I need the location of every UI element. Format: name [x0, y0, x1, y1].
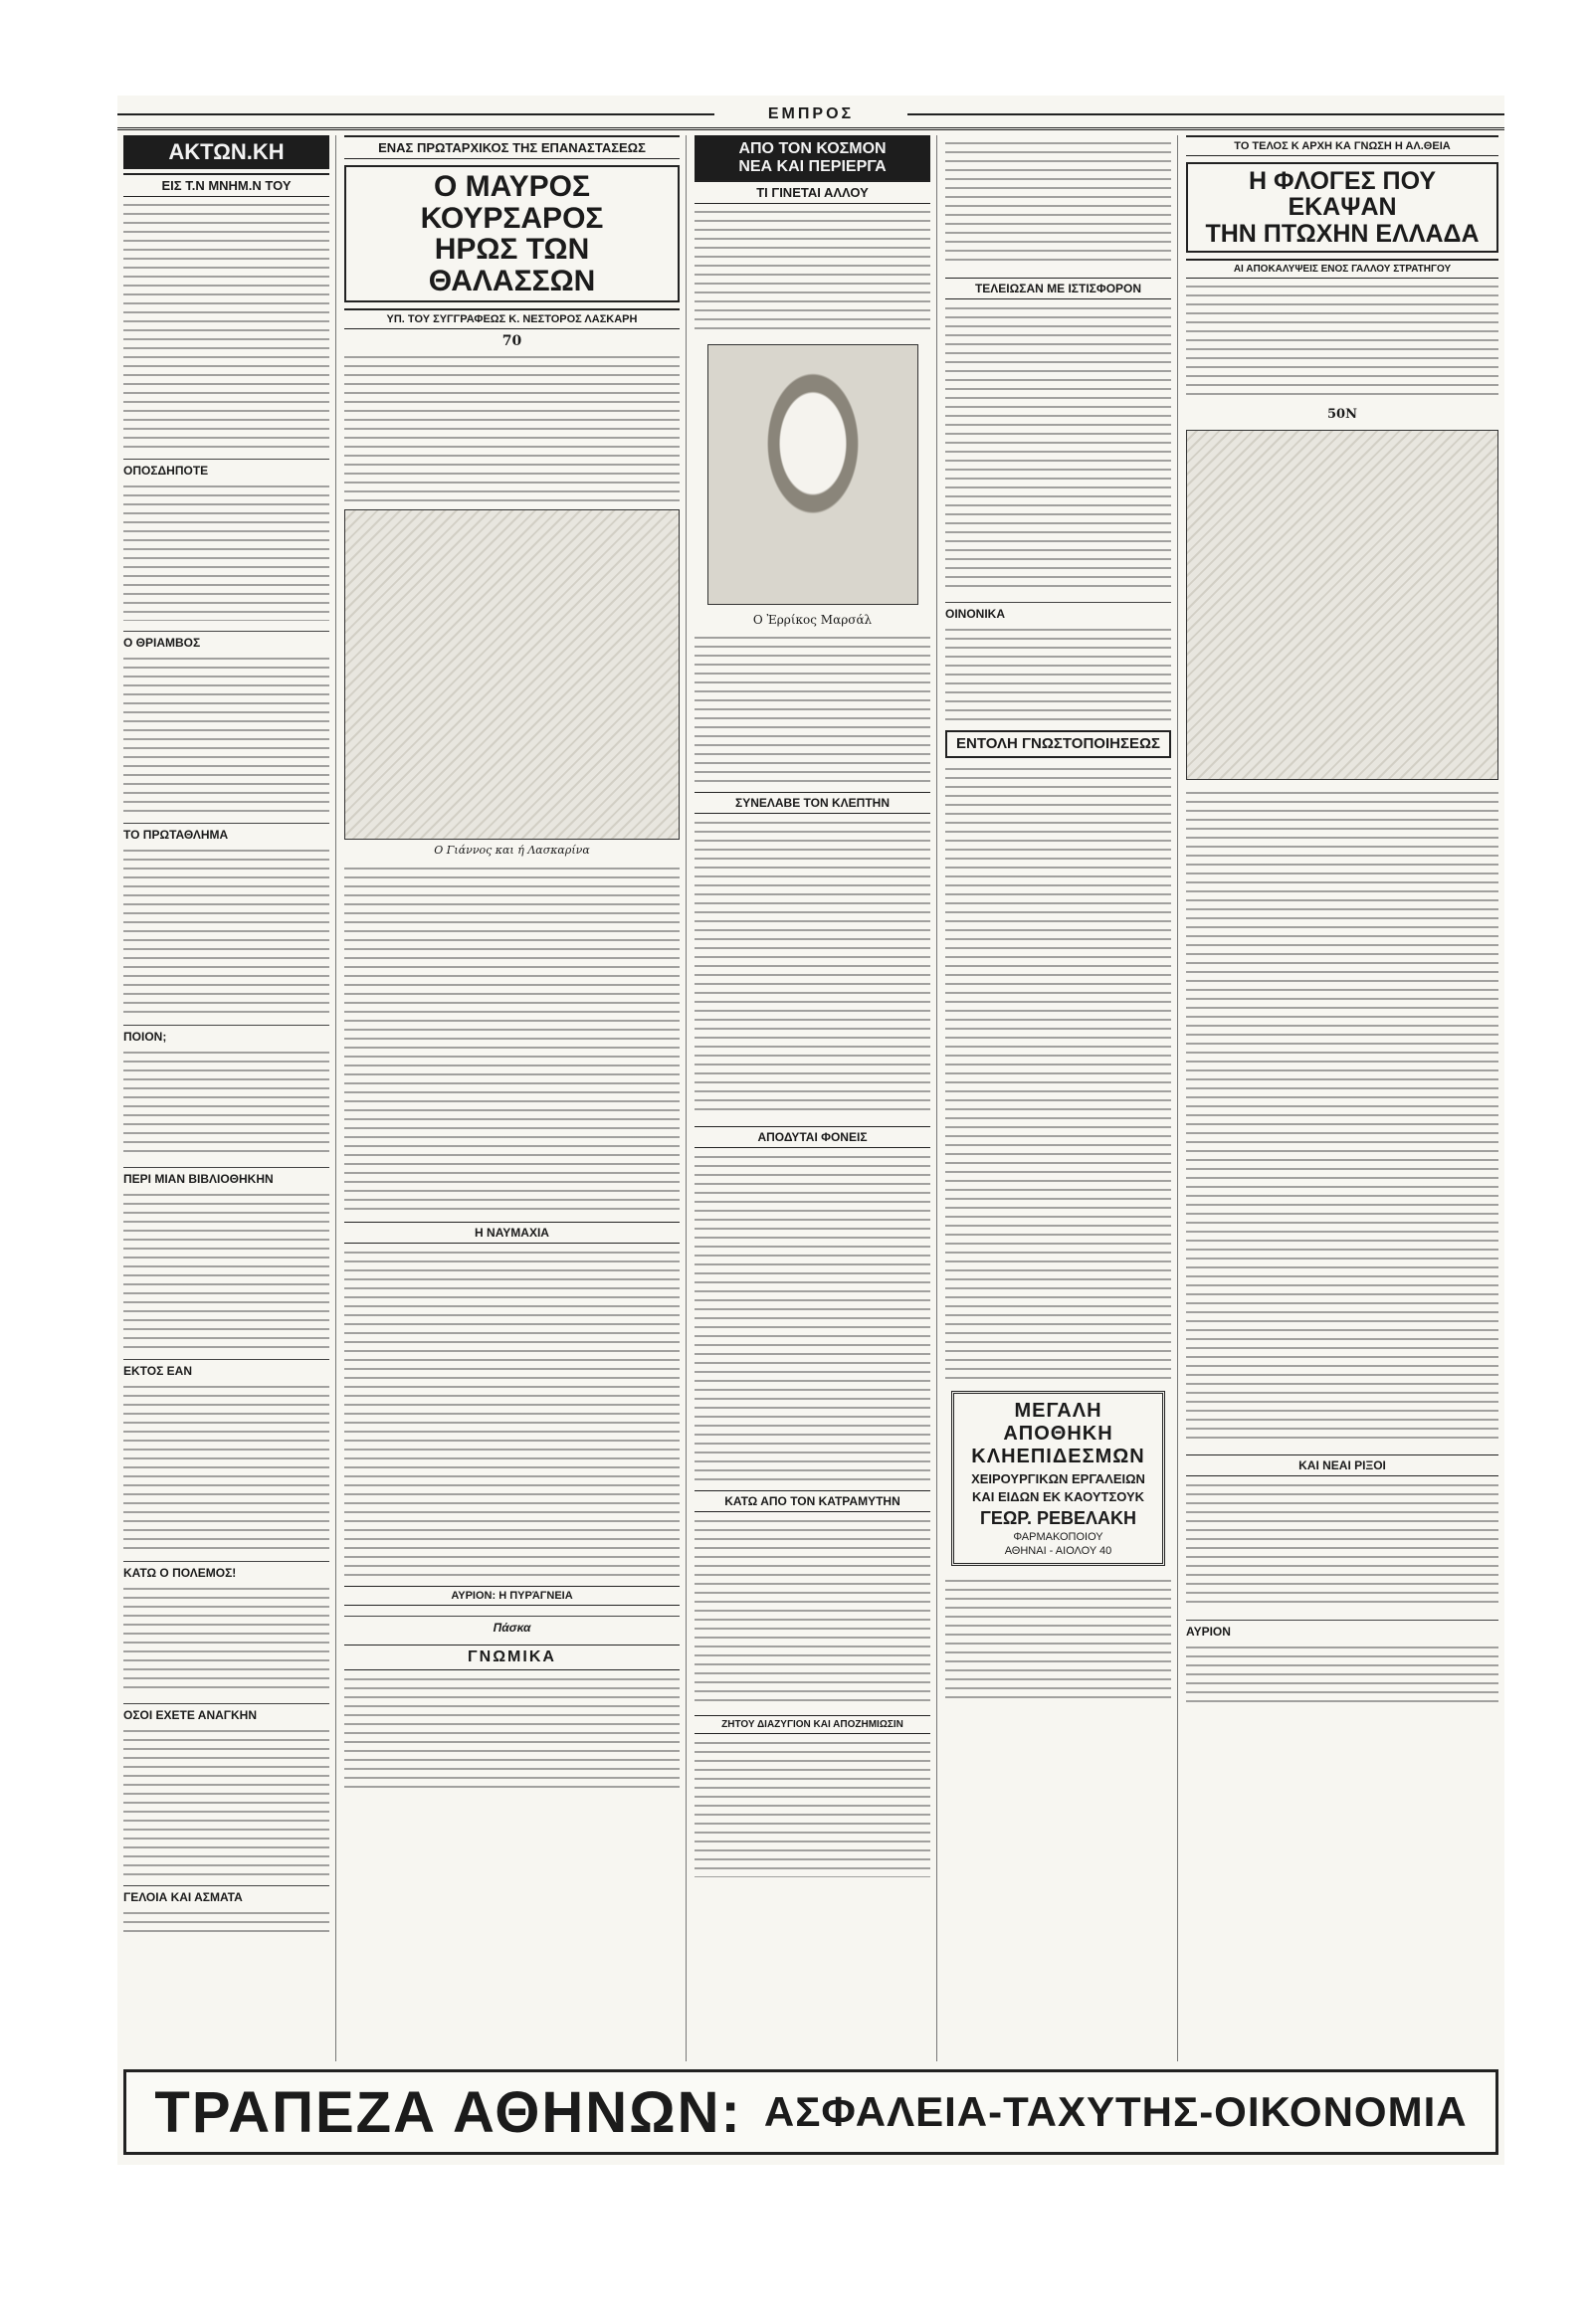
- column-2-body: [344, 352, 680, 501]
- column-2-body: [344, 1674, 680, 1794]
- column-3-section: ΚΑΤΩ ΑΠΟ ΤΟΝ ΚΑΤΡΑΜΥΤΗΝ: [695, 1490, 930, 1512]
- column-1-body: [123, 482, 329, 621]
- bank-advertisement: [123, 2069, 1498, 2155]
- column-4-kicker: ΤΕΛΕΙΩΣΑΝ ΜΕ ΙΣΤΙΣΦΟΡΟΝ: [945, 278, 1171, 299]
- column-4: [939, 135, 1178, 2061]
- column-1-section: ΓΕΛΟΙΑ ΚΑΙ ΑΣΜΑΤΑ: [123, 1885, 329, 1904]
- column-5-byline: ΑΙ ΑΠΟΚΑΛΥΨΕΙΣ ΕΝΟΣ ΓΑΛΛΟΥ ΣΤΡΑΤΗΓΟΥ: [1186, 259, 1498, 279]
- column-1-kicker: ΕΙΣ Τ.Ν ΜΝΗΜ.Ν ΤΟΥ: [123, 173, 329, 197]
- column-1-body: [123, 200, 329, 449]
- column-5: [1180, 135, 1504, 2061]
- column-1-body: [123, 1908, 329, 1938]
- column-3-kicker: ΤΙ ΓΙΝΕΤΑΙ ΑΛΛΟΥ: [695, 180, 930, 204]
- column-4-body: [945, 764, 1171, 1381]
- column-3-section: ΑΠΟΔΥΤΑΙ ΦΟΝΕΙΣ: [695, 1126, 930, 1148]
- ad-line-5: ΦΑΡΜΑΚΟΠΟΙΟΥ: [1013, 1530, 1103, 1543]
- column-5-body: [1186, 282, 1498, 401]
- column-1-body: [123, 846, 329, 1015]
- bank-slogan: ΑΣΦΑΛΕΙΑ-ΤΑΧΥΤΗΣ-ΟΙΚΟΝΟΜΙΑ: [763, 2088, 1468, 2135]
- column-4-body: [945, 138, 1171, 268]
- column-5-title-line-2: ΤΗΝ ΠΤΩΧΗΝ ΕΛΛΑΔΑ: [1205, 219, 1480, 248]
- column-1-body: [123, 654, 329, 813]
- column-1-section: ΠΟΙΟΝ;: [123, 1025, 329, 1044]
- ad-address: ΑΘΗΝΑΙ - ΑΙΟΛΟΥ 40: [1004, 1544, 1112, 1557]
- column-1-section: ΚΑΤΩ Ο ΠΟΛΕΜΟΣ!: [123, 1561, 329, 1580]
- column-1-body: [123, 1190, 329, 1349]
- column-2-body: [344, 864, 680, 1212]
- column-1-body: [123, 1382, 329, 1551]
- column-5-title-line-1: Η ΦΛΟΓΕΣ ΠΟΥ ΕΚΑΨΑΝ: [1248, 167, 1437, 222]
- column-2-section: ΓΝΩΜΙΚΑ: [344, 1645, 680, 1670]
- column-1-section: Ο ΘΡΙΑΜΒΟΣ: [123, 631, 329, 650]
- column-4-body: [945, 303, 1171, 592]
- column-3-body: [695, 1516, 930, 1705]
- column-5-body: [1186, 1643, 1498, 1702]
- column-5-kicker: ΤΟ ΤΕΛΟΣ Κ ΑΡΧΗ ΚΑ ΓΝΩΣΗ Η ΑΛ.ΘΕΙΑ: [1186, 135, 1498, 156]
- ad-line-2: ΚΛΗΕΠΙΔΕΣΜΩΝ: [971, 1445, 1145, 1467]
- column-5-body: [1186, 788, 1498, 1445]
- column-5-section: ΑΥΡΙΟΝ: [1186, 1620, 1498, 1639]
- column-3-section: ΖΗΤΟΥ ΔΙΑΖΥΓΙΟΝ ΚΑΙ ΑΠΟΖΗΜΙΩΣΙΝ: [695, 1715, 930, 1734]
- column-5-issue-number: 50Ν: [1327, 406, 1357, 422]
- column-1-section: ΟΠΟΣΔΗΠΟΤΕ: [123, 459, 329, 478]
- newspaper-name: ΕΜΠΡΟΣ: [767, 105, 855, 122]
- column-1-body: [123, 1584, 329, 1693]
- column-1: [117, 135, 336, 2061]
- column-4-body: [945, 1576, 1171, 1705]
- newspaper-page: [117, 96, 1504, 2165]
- ad-line-4: ΚΑΙ ΕΙΔΩΝ ΕΚ ΚΑΟΥΤΣΟΥΚ: [971, 1488, 1145, 1504]
- illustration-car-scene: [1186, 430, 1498, 780]
- column-3-body: [695, 1152, 930, 1480]
- pharmacy-advertisement: [951, 1391, 1165, 1566]
- ad-line-1: ΜΕΓΑΛΗ ΑΠΟΘΗΚΗ: [1003, 1399, 1113, 1445]
- column-3-body: [695, 818, 930, 1116]
- masthead: [117, 105, 1504, 130]
- column-1-section: ΟΣΟΙ ΕΧΕΤΕ ΑΝΑΓΚΗΝ: [123, 1703, 329, 1722]
- column-4-body: [945, 625, 1171, 724]
- column-1-section: ΕΚΤΟΣ ΕΑΝ: [123, 1359, 329, 1378]
- column-2-section: Η ΝΑΥΜΑΧΙΑ: [344, 1222, 680, 1244]
- column-3-title-line-1: ΑΠΟ ΤΟΝ ΚΟΣΜΟΝ: [738, 140, 887, 157]
- ad-owner-name: ΓΕΩΡ. ΡΕΒΕΛΑΚΗ: [980, 1507, 1136, 1528]
- column-2-title-line-2: ΗΡΩΣ ΤΩΝ ΘΑΛΑΣΣΩΝ: [428, 233, 596, 297]
- column-1-title: ΑΚΤΩΝ.ΚΗ: [123, 135, 329, 169]
- column-5-section: ΚΑΙ ΝΕΑΙ ΡΙΞΟΙ: [1186, 1454, 1498, 1476]
- column-1-body: [123, 1726, 329, 1875]
- column-5-body: [1186, 1480, 1498, 1610]
- column-3-body: [695, 1738, 930, 1877]
- column-2-title-line-1: Ο ΜΑΥΡΟΣ ΚΟΥΡΣΑΡΟΣ: [420, 170, 604, 235]
- column-3-body: [695, 207, 930, 336]
- column-4-section: ΟΙΝΟΝΙΚΑ: [945, 602, 1171, 621]
- portrait-caption: Ο Ἐρρίκος Μαρσάλ: [752, 613, 873, 628]
- illustration-figures: [344, 509, 680, 857]
- column-2: [338, 135, 687, 2061]
- column-3-title-line-2: ΝΕΑ ΚΑΙ ΠΕΡΙΕΡΓΑ: [738, 157, 887, 175]
- column-1-body: [123, 1048, 329, 1157]
- column-2-body: [344, 1248, 680, 1576]
- column-1-section: ΠΕΡΙ ΜΙΑΝ ΒΙΒΛΙΟΘΗΚΗΝ: [123, 1167, 329, 1186]
- column-2-byline: ΥΠ. ΤΟΥ ΣΥΓΓΡΑΦΕΩΣ Κ. ΝΕΣΤΟΡΟΣ ΛΑΣΚΑΡΗ: [344, 308, 680, 329]
- column-4-section-box: ΕΝΤΟΛΗ ΓΝΩΣΤΟΠΟΙΗΣΕΩΣ: [945, 730, 1171, 758]
- column-5-banner: [1186, 162, 1498, 253]
- column-2-banner: [344, 165, 680, 302]
- column-2-kicker: ΕΝΑΣ ΠΡΩΤΑΡΧΙΚΟΣ ΤΗΣ ΕΠΑΝΑΣΤΑΣΕΩΣ: [344, 135, 680, 159]
- column-1-section: ΤΟ ΠΡΩΤΑΘΛΗΜΑ: [123, 823, 329, 842]
- portrait-photo: [707, 344, 918, 605]
- column-2-issue-number: 70: [501, 333, 522, 349]
- column-2-section: Πάσκα: [344, 1616, 680, 1635]
- bank-name: ΤΡΑΠΕΖΑ ΑΘΗΝΩΝ:: [154, 2079, 742, 2145]
- column-3-body: [695, 633, 930, 782]
- column-2-section: ΑΥΡΙΟΝ: Η ΠΥΡΆΓΝΕΙΑ: [344, 1586, 680, 1606]
- column-3-head: [695, 135, 930, 180]
- ad-line-3: ΧΕΙΡΟΥΡΓΙΚΩΝ ΕΡΓΑΛΕΙΩΝ: [971, 1470, 1145, 1486]
- column-3: [689, 135, 937, 2061]
- illustration-caption: Ο Γιάννος και ή Λασκαρίνα: [434, 844, 590, 857]
- column-3-section: ΣΥΝΕΛΑΒΕ ΤΟΝ ΚΛΕΠΤΗΝ: [695, 792, 930, 814]
